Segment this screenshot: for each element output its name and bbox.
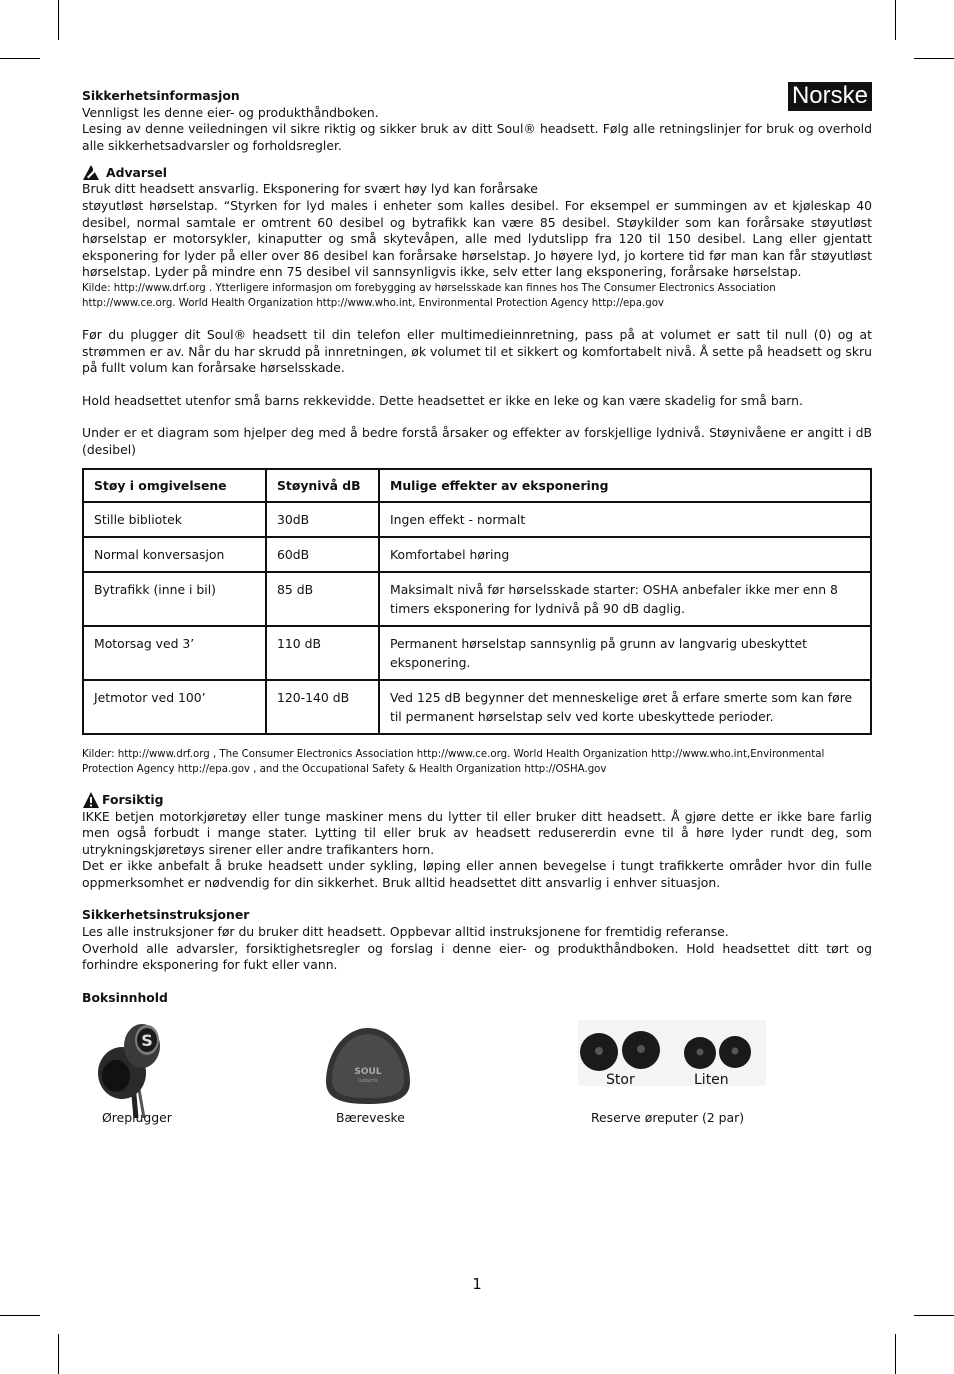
noise-level-table	[82, 468, 872, 735]
table-cell: Ved 125 dB begynner det menneskelige øret å erfare smerte som kan føre til permanent hørselstap selv ved korte ubeskyttede perioder.	[379, 680, 871, 734]
table-row	[83, 502, 871, 537]
carrying-case-image	[322, 1024, 414, 1108]
paragraph-children: Hold headsettet utenfor små barns rekkevidde. Dette headsettet er ikke en leke og kan være skadelig for små barn.	[82, 392, 803, 408]
case-logo: SOUL	[354, 1067, 382, 1078]
table-header-row	[83, 469, 871, 502]
warning-line-1: Bruk ditt headsett ansvarlig. Eksponering for svært høy lyd kan forårsake	[82, 181, 538, 197]
sources-note: Kilder: http://www.drf.org , The Consumer Electronics Association http://www.ce.org. World Health Organization http://www.who.int,Environmental Protection Agency http://epa.gov , and the Occupational Safety & Health Organization http://OSHA.gov	[82, 748, 825, 775]
earbuds-image	[92, 1018, 172, 1118]
table-header-cell: Støy i omgivelsene	[83, 469, 266, 502]
table-cell: Maksimalt nivå før hørselsskade starter: OSHA anbefaler ikke mer enn 8 timers eksponering for lydnivå på 90 dB daglig.	[379, 572, 871, 626]
box-contents	[82, 1010, 872, 1150]
caution-body-1: IKKE betjen motorkjøretøy eller tunge maskiner mens du lytter til eller bruker ditt headsett. Å gjøre dette er ikke bare farlig men også forbudt i mange stater. Lytting til eller bruk av headsett redusererdin evne til å høre lyder rundt deg, som utrykningskjøretøys sirener eller andre trafikanters horn.	[82, 808, 872, 857]
crop-mark	[895, 0, 896, 40]
language-badge: Norske	[788, 82, 872, 111]
safety-line-1: Vennligst les denne eier- og produkthåndboken.	[82, 104, 379, 120]
table-cell: Motorsag ved 3’	[83, 626, 266, 680]
caution-title: Forsiktig	[102, 791, 164, 807]
safety-line-2: Lesing av denne veiledningen vil sikre riktig og sikker bruk av ditt Soul® headsett. Følg alle retningslinjer for bruk og overhold alle sikkerhetsadvarsler og forholdsregler.	[82, 121, 872, 153]
warning-icon	[82, 164, 100, 181]
safety-title: Sikkerhetsinformasjon	[82, 88, 240, 103]
case-caption: Bæreveske	[336, 1110, 405, 1126]
table-cell: 110 dB	[266, 626, 379, 680]
warning-source: Kilde: http://www.drf.org . Ytterligere informasjon om forebygging av hørselsskade kan finnes hos The Consumer Electronics Association http://www.ce.org. World Health Organization http://www.who.int, Environmental Protection Agency http://epa.gov	[82, 282, 776, 309]
table-header-cell: Mulige effekter av eksponering	[379, 469, 871, 502]
warning-body: støyutløst hørselstap. “Styrken for lyd males i enheter som kalles desibel. For eksempel er summingen av et kjøleskap 40 desibel, normal samtale er omtrent 60 desibel og bytrafikk kan være 85 desibel. Støykilder som kan forårsake støyutløst hørselstap er motorsykler, kinaputter og små skytevåpen, alle med lydutslipp fra 120 til 150 desibel. Lang eller gjentatt eksponering for lyder på eller over 86 desibel kan forårsake hørselstap. Jo høyere lyd, jo kortere tid før man kan får støyutløst hørselstap. Lyder på mindre enn 75 desibel vil sannsynligvis ikke, selv etter lang eksponering, forårsake hørselstap.	[82, 197, 872, 280]
table-row	[83, 537, 871, 572]
tips-small-label: Liten	[694, 1072, 729, 1089]
table-cell: 120-140 dB	[266, 680, 379, 734]
crop-mark	[0, 58, 40, 59]
table-cell: Stille bibliotek	[83, 502, 266, 537]
instructions-line-1: Les alle instruksjoner før du bruker ditt headsett. Oppbevar alltid instruksjonene for fremtidig referanse.	[82, 924, 729, 940]
crop-mark	[914, 58, 954, 59]
tips-caption: Reserve øreputer (2 par)	[591, 1110, 745, 1126]
crop-mark	[895, 1334, 896, 1374]
caution-body-2: Det er ikke anbefalt å bruke headsett under sykling, løping eller annen bevegelse i tungt trafikkerte områder hvor din fulle oppmerksomhet er nødvendig for din sikkerhet. Bruk alltid headsettet ditt ansvarlig i enhver situasjon.	[82, 858, 872, 890]
table-cell: Permanent hørselstap sannsynlig på grunn av langvarig ubeskyttet eksponering.	[379, 626, 871, 680]
box-contents-title: Boksinnhold	[82, 989, 168, 1005]
table-row	[83, 680, 871, 734]
crop-mark	[58, 1334, 59, 1374]
warning-heading	[82, 164, 872, 181]
crop-mark	[914, 1315, 954, 1316]
table-cell: 60dB	[266, 537, 379, 572]
table-cell: Jetmotor ved 100’	[83, 680, 266, 734]
earbuds-caption: Øreplugger	[102, 1110, 172, 1126]
document-page	[82, 82, 872, 1150]
table-cell: Ingen effekt - normalt	[379, 502, 871, 537]
case-logo-sub: ludacris	[358, 1078, 378, 1085]
table-cell: 30dB	[266, 502, 379, 537]
table-row	[83, 626, 871, 680]
crop-mark	[0, 1315, 40, 1316]
paragraph-diagram: Under er et diagram som hjelper deg med å bedre forstå årsaker og effekter av forskjellige lydnivå. Støynivåene er angitt i dB (desibel)	[82, 425, 872, 457]
table-row	[83, 572, 871, 626]
table-cell: Komfortabel høring	[379, 537, 871, 572]
paragraph-plug-in: Før du plugger dit Soul® headsett til din telefon eller multimedieinnretning, pass på at volumet er satt til null (0) og at strømmen er av. Når du har skrudd på innretningen, øk volumet til et sikkert og komfortabelt nivå. Å sette på headsett og skru på fullt volum kan forårsake hørselsskade.	[82, 326, 872, 376]
page-number: 1	[472, 1275, 482, 1293]
instructions-line-2: Overhold alle advarsler, forsiktighetsregler og forslag i denne eier- og produkthåndboken. Hold headsettet ditt tørt og forhindre eksponering for fukt eller vann.	[82, 940, 872, 973]
caution-icon	[82, 791, 100, 809]
table-cell: Bytrafikk (inne i bil)	[83, 572, 266, 626]
caution-heading	[82, 791, 872, 809]
svg-text:S: S	[141, 1031, 153, 1051]
table-cell: 85 dB	[266, 572, 379, 626]
crop-mark	[58, 0, 59, 40]
table-cell: Normal konversasjon	[83, 537, 266, 572]
instructions-title: Sikkerhetsinstruksjoner	[82, 907, 250, 923]
table-header-cell: Støynivå dB	[266, 469, 379, 502]
tips-large-label: Stor	[606, 1072, 635, 1089]
warning-title: Advarsel	[106, 164, 168, 180]
